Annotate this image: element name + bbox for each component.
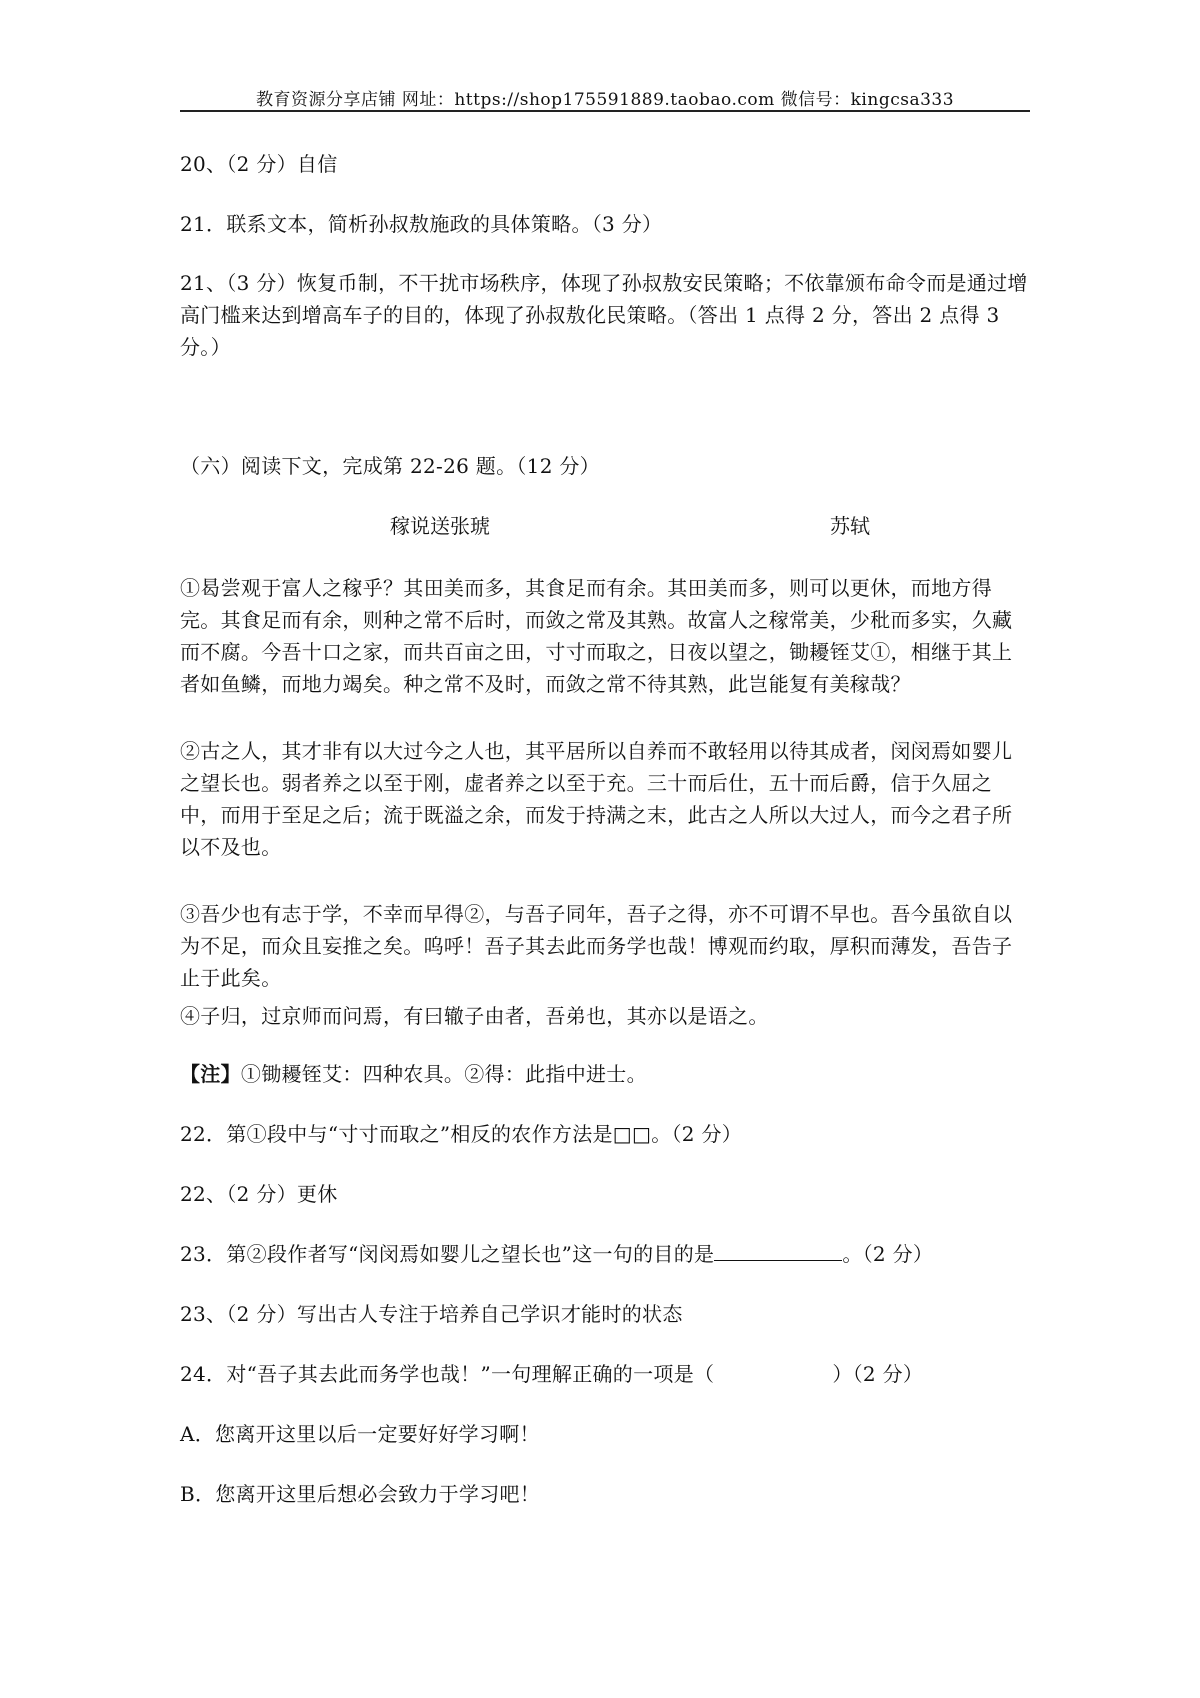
question-23 — [180, 1238, 1030, 1270]
option-b: B．您离开这里后想必会致力于学习吧！ — [180, 1482, 541, 1506]
answer-21: 21、（3 分）恢复币制，不干扰市场秩序，体现了孙叔敖安民策略；不依靠颁布命令而是通过增高门槛来达到增高车子的目的，体现了孙叔敖化民策略。（答出 1 点得 2 分，答出 2 点得 3 分。） — [180, 271, 1028, 359]
answer-22: 22、（2 分）更休 — [180, 1182, 338, 1206]
poem-title-row — [180, 510, 1030, 542]
paragraph-4: ④子归，过京师而问焉，有曰辙子由者，吾弟也，其亦以是语之。 — [180, 1004, 769, 1028]
essay-title: 稼说送张琥 — [390, 514, 490, 538]
page-header: 教育资源分享店铺 网址：https://shop175591889.taobao.com 微信号：kingcsa333 — [255, 90, 955, 110]
answer-20: 20、（2 分）自信 — [180, 152, 338, 176]
footnote-label: 【注】 — [180, 1062, 241, 1086]
question-24 — [180, 1358, 1030, 1390]
section-6-heading: （六）阅读下文，完成第 22-26 题。（12 分） — [180, 454, 600, 478]
footnote-text: ①锄耰铚艾：四种农具。②得：此指中进士。 — [240, 1062, 647, 1086]
question-24-text: 24．对“吾子其去此而务学也哉！”一句理解正确的一项是（ — [180, 1362, 715, 1386]
header-divider — [180, 110, 1030, 112]
paragraph-3: ③吾少也有志于学，不幸而早得②，与吾子同年，吾子之得，亦不可谓不早也。吾今虽欲自以为不足，而众且妄推之矣。呜呼！吾子其去此而务学也哉！博观而约取，厚积而薄发，吾告子止于此矣。 — [180, 902, 1013, 990]
paragraph-2: ②古之人，其才非有以大过今之人也，其平居所以自养而不敢轻用以待其成者，闵闵焉如婴儿之望长也。弱者养之以至于刚，虚者养之以至于充。三十而后仕，五十而后爵，信于久屈之中，而用于至足之后；流于既溢之余，而发于持满之末，此古之人所以大过人，而今之君子所以不及也。 — [180, 739, 1013, 859]
answer-blank — [714, 1240, 842, 1261]
question-21: 21．联系文本，简析孙叔敖施政的具体策略。（3 分） — [180, 212, 663, 236]
essay-author: 苏轼 — [830, 514, 870, 538]
footnote — [180, 1058, 1030, 1090]
question-24-tail: ）（2 分） — [832, 1362, 924, 1386]
question-22: 22．第①段中与“寸寸而取之”相反的农作方法是□□。（2 分） — [180, 1122, 743, 1146]
question-23-text: 23．第②段作者写“闵闵焉如婴儿之望长也”这一句的目的是 — [180, 1242, 715, 1266]
question-23-tail: 。（2 分） — [842, 1242, 934, 1266]
paragraph-1: ①曷尝观于富人之稼乎？其田美而多，其食足而有余。其田美而多，则可以更休，而地方得完。其食足而有余，则种之常不后时，而敛之常及其熟。故富人之稼常美，少秕而多实，久藏而不腐。今吾十口之家，而共百亩之田，寸寸而取之，日夜以望之，锄耰铚艾①，相继于其上者如鱼鳞，而地力竭矣。种之常不及时，而敛之常不待其熟，此岂能复有美稼哉？ — [180, 576, 1013, 696]
answer-23: 23、（2 分）写出古人专注于培养自己学识才能时的状态 — [180, 1302, 683, 1326]
option-a: A．您离开这里以后一定要好好学习啊！ — [180, 1422, 540, 1446]
